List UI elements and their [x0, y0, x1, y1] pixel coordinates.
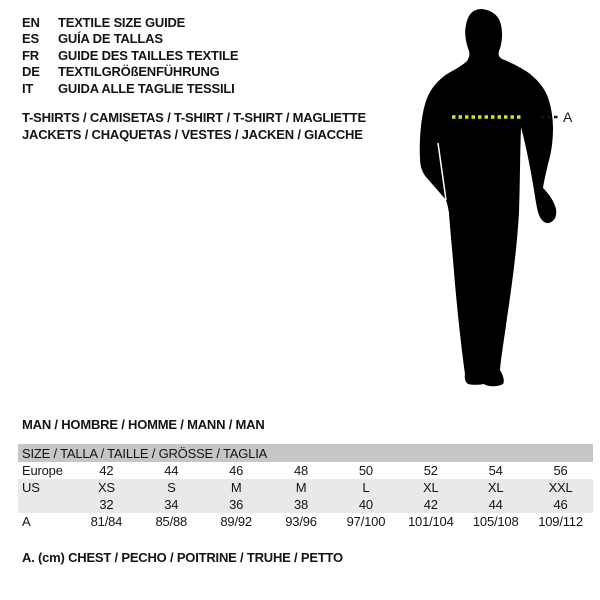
- language-row: [22, 64, 238, 81]
- size-value: M: [295, 480, 307, 495]
- size-table-header: SIZE / TALLA / TAILLE / GRÖSSE / TAGLIA: [18, 444, 593, 462]
- language-label: GUIDE DES TAILLES TEXTILE: [58, 47, 239, 63]
- size-value: 32: [99, 497, 114, 512]
- language-row: [22, 14, 238, 31]
- size-value: 89/92: [220, 514, 252, 529]
- language-code: DE: [22, 64, 40, 80]
- size-value: 54: [488, 463, 503, 478]
- language-label: TEXTILE SIZE GUIDE: [58, 14, 186, 30]
- size-value: M: [230, 480, 242, 495]
- size-value: 93/96: [285, 514, 317, 529]
- man-silhouette-figure: [420, 9, 556, 386]
- size-value: 85/88: [155, 514, 188, 529]
- size-value: 42: [423, 497, 438, 512]
- size-value: 34: [164, 497, 179, 512]
- size-value: 81/84: [90, 514, 123, 529]
- size-value: XXL: [548, 480, 573, 495]
- language-row: [22, 80, 238, 97]
- row-label: Europe: [22, 463, 63, 478]
- size-value: 109/112: [538, 514, 583, 529]
- size-value: XS: [97, 480, 115, 495]
- size-value: XL: [423, 480, 439, 495]
- row-label: US: [22, 480, 40, 495]
- row-label: A: [22, 514, 31, 529]
- language-code: IT: [22, 80, 34, 96]
- category-tshirts: T-SHIRTS / CAMISETAS / T-SHIRT / T-SHIRT / MAGLIETTE: [22, 110, 366, 125]
- measurement-footnote: A. (cm) CHEST / PECHO / POITRINE / TRUHE / PETTO: [22, 550, 343, 565]
- gender-heading: MAN / HOMBRE / HOMME / MANN / MAN: [22, 417, 265, 432]
- language-label: GUÍA DE TALLAS: [58, 31, 163, 47]
- size-value: L: [362, 480, 370, 495]
- man-silhouette: [390, 0, 600, 420]
- size-value: 36: [229, 497, 244, 512]
- table-row-numeric: [18, 496, 593, 513]
- category-jackets: JACKETS / CHAQUETAS / VESTES / JACKEN / GIACCHE: [22, 127, 363, 142]
- language-code: ES: [22, 31, 39, 47]
- size-value: 46: [553, 497, 568, 512]
- size-value: 105/108: [472, 514, 519, 529]
- table-row-chest-cm: [18, 513, 593, 530]
- size-value: 97/100: [346, 514, 386, 529]
- language-label: TEXTILGRÖßENFÜHRUNG: [58, 64, 220, 80]
- size-value: 38: [294, 497, 309, 512]
- size-value: 44: [488, 497, 503, 512]
- table-row-us: [18, 479, 593, 496]
- size-value: 44: [164, 463, 179, 478]
- table-row-europe: [18, 462, 593, 479]
- language-guide: [22, 14, 238, 97]
- language-code: EN: [22, 14, 40, 30]
- size-table: [18, 444, 593, 530]
- language-label: GUIDA ALLE TAGLIE TESSILI: [58, 80, 235, 96]
- language-row: [22, 47, 238, 64]
- size-value: 101/104: [408, 514, 454, 529]
- size-value: S: [167, 480, 176, 495]
- size-value: 50: [358, 463, 373, 478]
- language-code: FR: [22, 47, 39, 63]
- size-value: 56: [553, 463, 568, 478]
- size-value: 46: [229, 463, 244, 478]
- measure-label-a: A: [563, 109, 573, 125]
- size-value: 52: [423, 463, 438, 478]
- language-row: [22, 31, 238, 48]
- size-value: 42: [99, 463, 114, 478]
- size-value: 48: [294, 463, 309, 478]
- garment-categories: [22, 109, 366, 143]
- size-value: XL: [487, 480, 504, 495]
- size-value: 40: [358, 497, 373, 512]
